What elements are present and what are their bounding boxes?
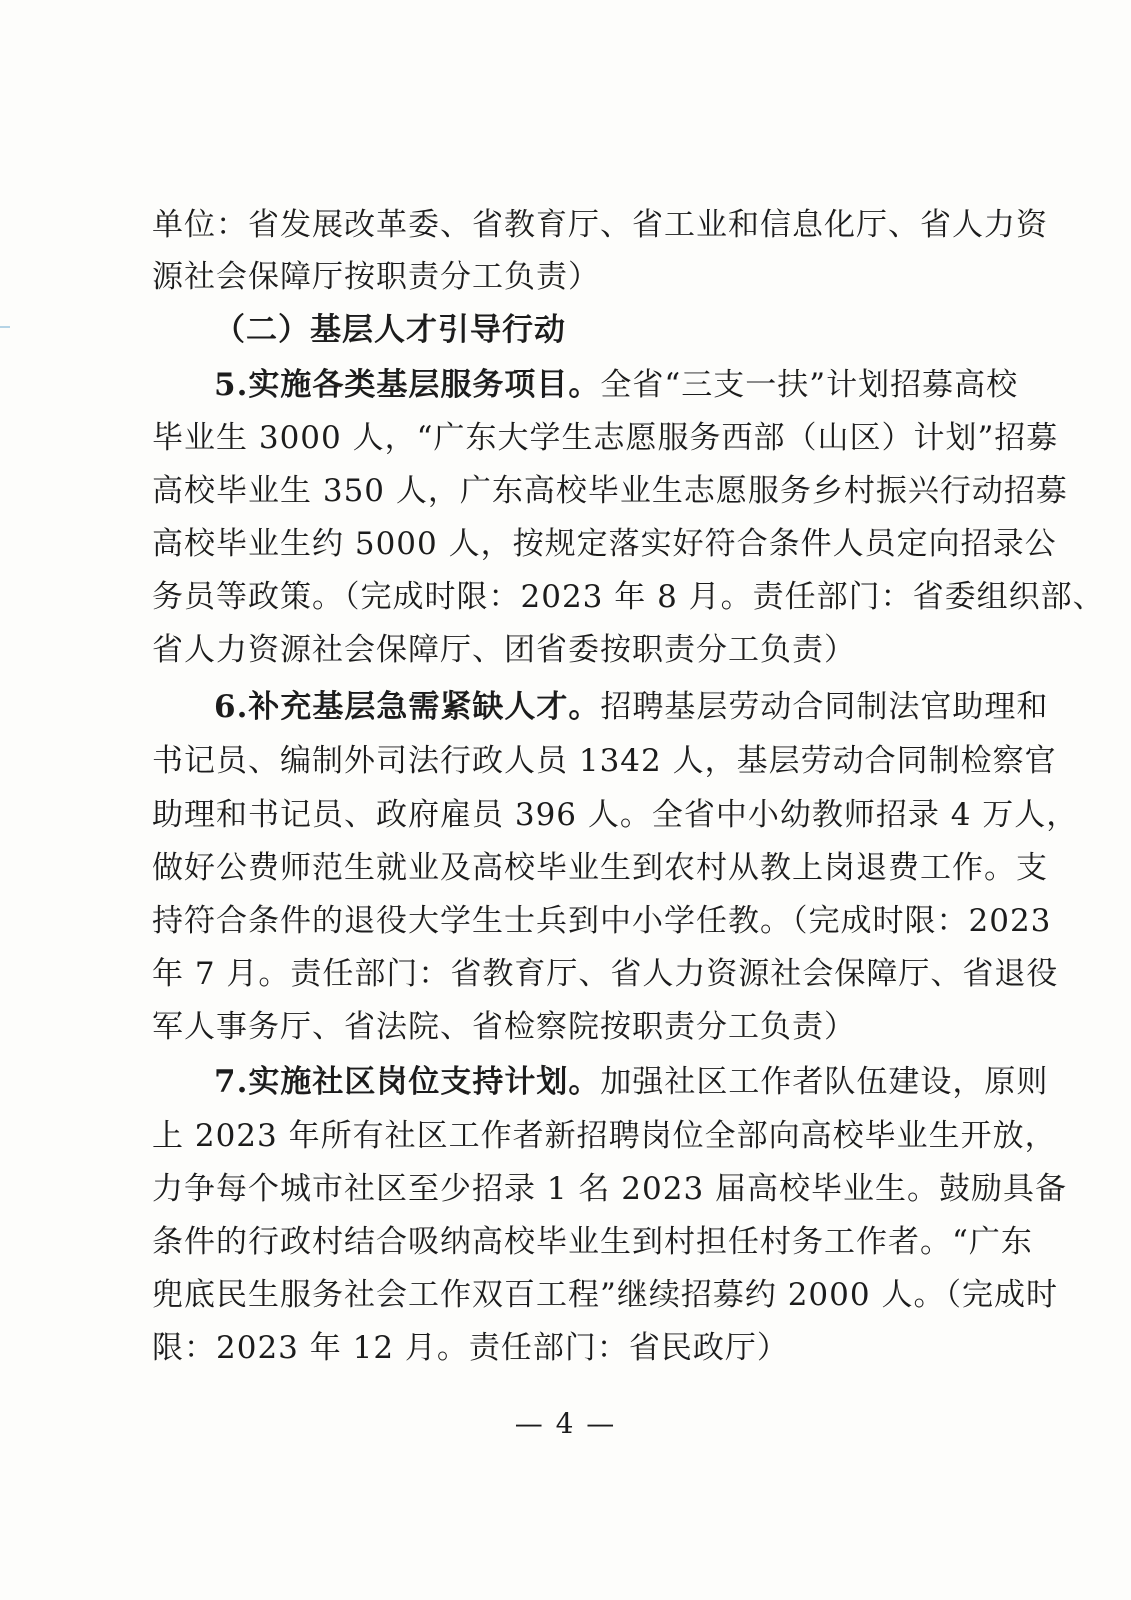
item-5-line: 毕业生 3000 人，“广东大学生志愿服务西部（山区）计划”招募 xyxy=(152,420,1059,456)
item-6-first-line xyxy=(214,683,1049,731)
item-6-text: 招聘基层劳动合同制法官助理和 xyxy=(600,689,1049,725)
item-7-line: 条件的行政村结合吸纳高校毕业生到村担任村务工作者。“广东 xyxy=(152,1224,1033,1260)
item-6-line: 书记员、编制外司法行政人员 1342 人，基层劳动合同制检察官 xyxy=(152,743,1057,779)
item-7-lead: 7.实施社区岗位支持计划。 xyxy=(214,1064,601,1100)
item-7-line: 上 2023 年所有社区工作者新招聘岗位全部向高校毕业生开放， xyxy=(152,1118,1057,1154)
item-7-text: 加强社区工作者队伍建设，原则 xyxy=(600,1064,1049,1100)
item-6-line: 做好公费师范生就业及高校毕业生到农村从教上岗退费工作。支 xyxy=(152,850,1048,886)
page-number: — 4 — xyxy=(514,1407,617,1440)
item-5-line: 务员等政策。（完成时限：2023 年 8 月。责任部门：省委组织部、 xyxy=(152,579,1105,615)
item-6-line: 年 7 月。责任部门：省教育厅、省人力资源社会保障厅、省退役 xyxy=(152,956,1059,992)
item-6-lead: 6.补充基层急需紧缺人才。 xyxy=(214,689,601,725)
section-heading: （二）基层人才引导行动 xyxy=(214,312,566,348)
item-7-first-line xyxy=(214,1058,1049,1106)
item-5-first-line xyxy=(214,361,1019,409)
item-5-line: 高校毕业生约 5000 人，按规定落实好符合条件人员定向招录公 xyxy=(152,526,1057,562)
item-7-line: 限：2023 年 12 月。责任部门：省民政厅） xyxy=(152,1330,789,1366)
item-5-line: 省人力资源社会保障厅、团省委按职责分工负责） xyxy=(152,632,856,668)
item-6-line: 持符合条件的退役大学生士兵到中小学任教。（完成时限：2023 xyxy=(152,903,1052,939)
item-5-text: 全省“三支一扶”计划招募高校 xyxy=(600,367,1019,403)
item-6-line: 军人事务厅、省法院、省检察院按职责分工负责） xyxy=(152,1009,856,1045)
scan-edge-mark xyxy=(0,326,10,328)
item-5-lead: 5.实施各类基层服务项目。 xyxy=(214,367,601,403)
continuation-line-2: 源社会保障厅按职责分工负责） xyxy=(152,259,600,295)
item-7-line: 兜底民生服务社会工作双百工程”继续招募约 2000 人。（完成时 xyxy=(152,1277,1058,1313)
item-7-line: 力争每个城市社区至少招录 1 名 2023 届高校毕业生。鼓励具备 xyxy=(152,1171,1068,1207)
item-6-line: 助理和书记员、政府雇员 396 人。全省中小幼教师招录 4 万人， xyxy=(152,797,1079,833)
continuation-line-1: 单位：省发展改革委、省教育厅、省工业和信息化厅、省人力资 xyxy=(152,207,1048,243)
item-5-line: 高校毕业生 350 人，广东高校毕业生志愿服务乡村振兴行动招募 xyxy=(152,473,1068,509)
